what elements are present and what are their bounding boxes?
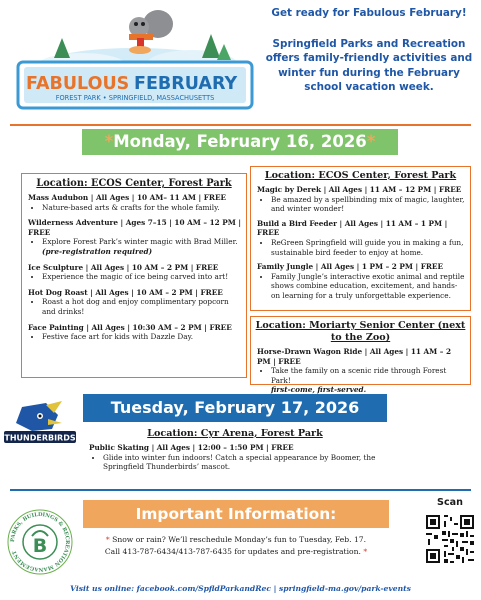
activity-description: • Festive face art for kids with Dazzle Day. [42,332,242,342]
ecos-right-box [250,166,471,311]
activity-title: Ice Sculpture | All Ages | 10 AM – 2 PM | FREE [28,262,219,272]
location-heading: Location: Cyr Arena, Forest Park [147,428,323,439]
info-line-1 [83,534,389,546]
activity-description: • ReGreen Springfield will guide you in making a fun, sustainable bird feeder to enjoy at home. [271,238,466,257]
activity-description: • Be amazed by a spellbinding mix of magic, laughter, and winter wonder! [271,195,466,214]
info-line-2-text: Call 413-787-6434/413-787-6435 for updates and pre-registration. [104,546,361,556]
info-line-1-text: Snow or rain? We’ll reschedule Monday’s fun to Tuesday, Feb. 17. [112,535,367,544]
logo-title-fabulous: FABULOUS [26,74,130,94]
location-heading: Location: ECOS Center, Forest Park [264,170,457,181]
activity-item [28,323,242,342]
info-line-2 [83,546,389,558]
scan-label: Scan [437,497,463,508]
parks-logo-letter: B [32,535,48,557]
activity-description: • Experience the magic of ice being carved into art! [42,272,242,282]
banner-star: * [366,132,376,151]
header-text-block [262,6,476,95]
monday-banner [82,129,398,155]
activity-item [28,263,242,282]
activity-item [257,219,466,257]
activity-description: • Glide into winter fun indoors! Catch a special appearance by Boomer, the Springfield Thunderbirds’ mascot. [103,453,383,472]
activity-title: Mass Audubon | All Ages | 10 AM– 11 AM | FREE [28,193,227,202]
activity-description-text: Explore Forest Park’s winter magic with Brad Miller. [42,237,238,247]
important-info-banner: Important Information: [83,500,389,528]
ecos-left-box [21,173,247,378]
tagline: Get ready for Fabulous February! [271,7,467,19]
activity-title: Family Jungle | All Ages | 1 PM – 2 PM | FREE [257,262,444,272]
parks-department-logo [6,508,74,576]
logo-subtitle: FOREST PARK • SPRINGFIELD, MASSACHUSETTS [55,94,215,102]
parks-logo-ring-text: PARKS, BUILDINGS & RECREATION MANAGEMENT [9,511,71,573]
activity-item [89,443,383,472]
activity-description-text: Take the family on a scenic ride through Forest Park! [271,366,447,385]
important-info-text [83,534,389,557]
info-star: * [105,535,110,544]
logo-title-february: FEBRUARY [134,74,238,94]
activity-description [271,366,466,395]
activity-item [28,193,242,212]
activity-description: • Nature-based arts & crafts for the whole family. [42,203,242,213]
monday-banner-text: Monday, February 16, 2026 [113,132,367,151]
thunderbirds-logo [2,401,78,449]
location-heading: Location: Moriarty Senior Center (next to the Zoo) [255,320,466,343]
activity-description: • Family Jungle’s interactive exotic animal and reptile shows combine education, excitement, and hands-on learning for a truly unforgettable experience. [271,272,466,301]
moriarty-box [250,316,471,395]
activity-item [257,185,466,214]
activity-item [257,347,466,395]
bottom-divider [10,489,471,491]
tuesday-section [83,426,387,478]
activity-note: (pre-registration required) [42,246,153,256]
activity-title: Horse-Drawn Wagon Ride | All Ages | 11 AM – 2 PM | FREE [257,347,452,366]
activity-title: Face Painting | All Ages | 10:30 AM – 2 PM | FREE [28,322,232,332]
info-star: * [363,546,368,556]
tuesday-banner: Tuesday, February 17, 2026 [83,394,387,422]
activity-title: Wilderness Adventure | Ages 7–15 | 10 AM – 12 PM | FREE [28,218,242,237]
activity-title: Magic by Derek | All Ages | 11 AM – 12 PM | FREE [257,185,462,194]
qr-code[interactable] [424,513,476,565]
footer-links: Visit us online: facebook.com/SpfldParkandRec | springfield-ma.gov/park-events [70,584,411,593]
activity-item [257,262,466,300]
activity-title: Build a Bird Feeder | All Ages | 11 AM – 1 PM | FREE [257,218,448,238]
banner-star: * [104,132,114,151]
activity-description: • Roast a hot dog and enjoy complimentary popcorn and drinks! [42,297,242,316]
intro-text: Springfield Parks and Recreation offers family-friendly activities and winter fun during the February school vacation week. [265,37,473,94]
location-heading: Location: ECOS Center, Forest Park [36,178,232,189]
activity-note: first-come, first-served. [271,385,367,395]
activity-title: Public Skating | All Ages | 12:00 – 1:50 PM | FREE [89,443,294,452]
activity-description [42,237,242,256]
activity-item [28,288,242,317]
activity-item [28,218,242,256]
mascot-text: THUNDERBIRDS [4,433,76,443]
activity-title: Hot Dog Roast | All Ages | 10 AM – 2 PM | FREE [28,287,223,297]
top-divider [10,124,471,126]
fabulous-february-logo [12,0,258,116]
